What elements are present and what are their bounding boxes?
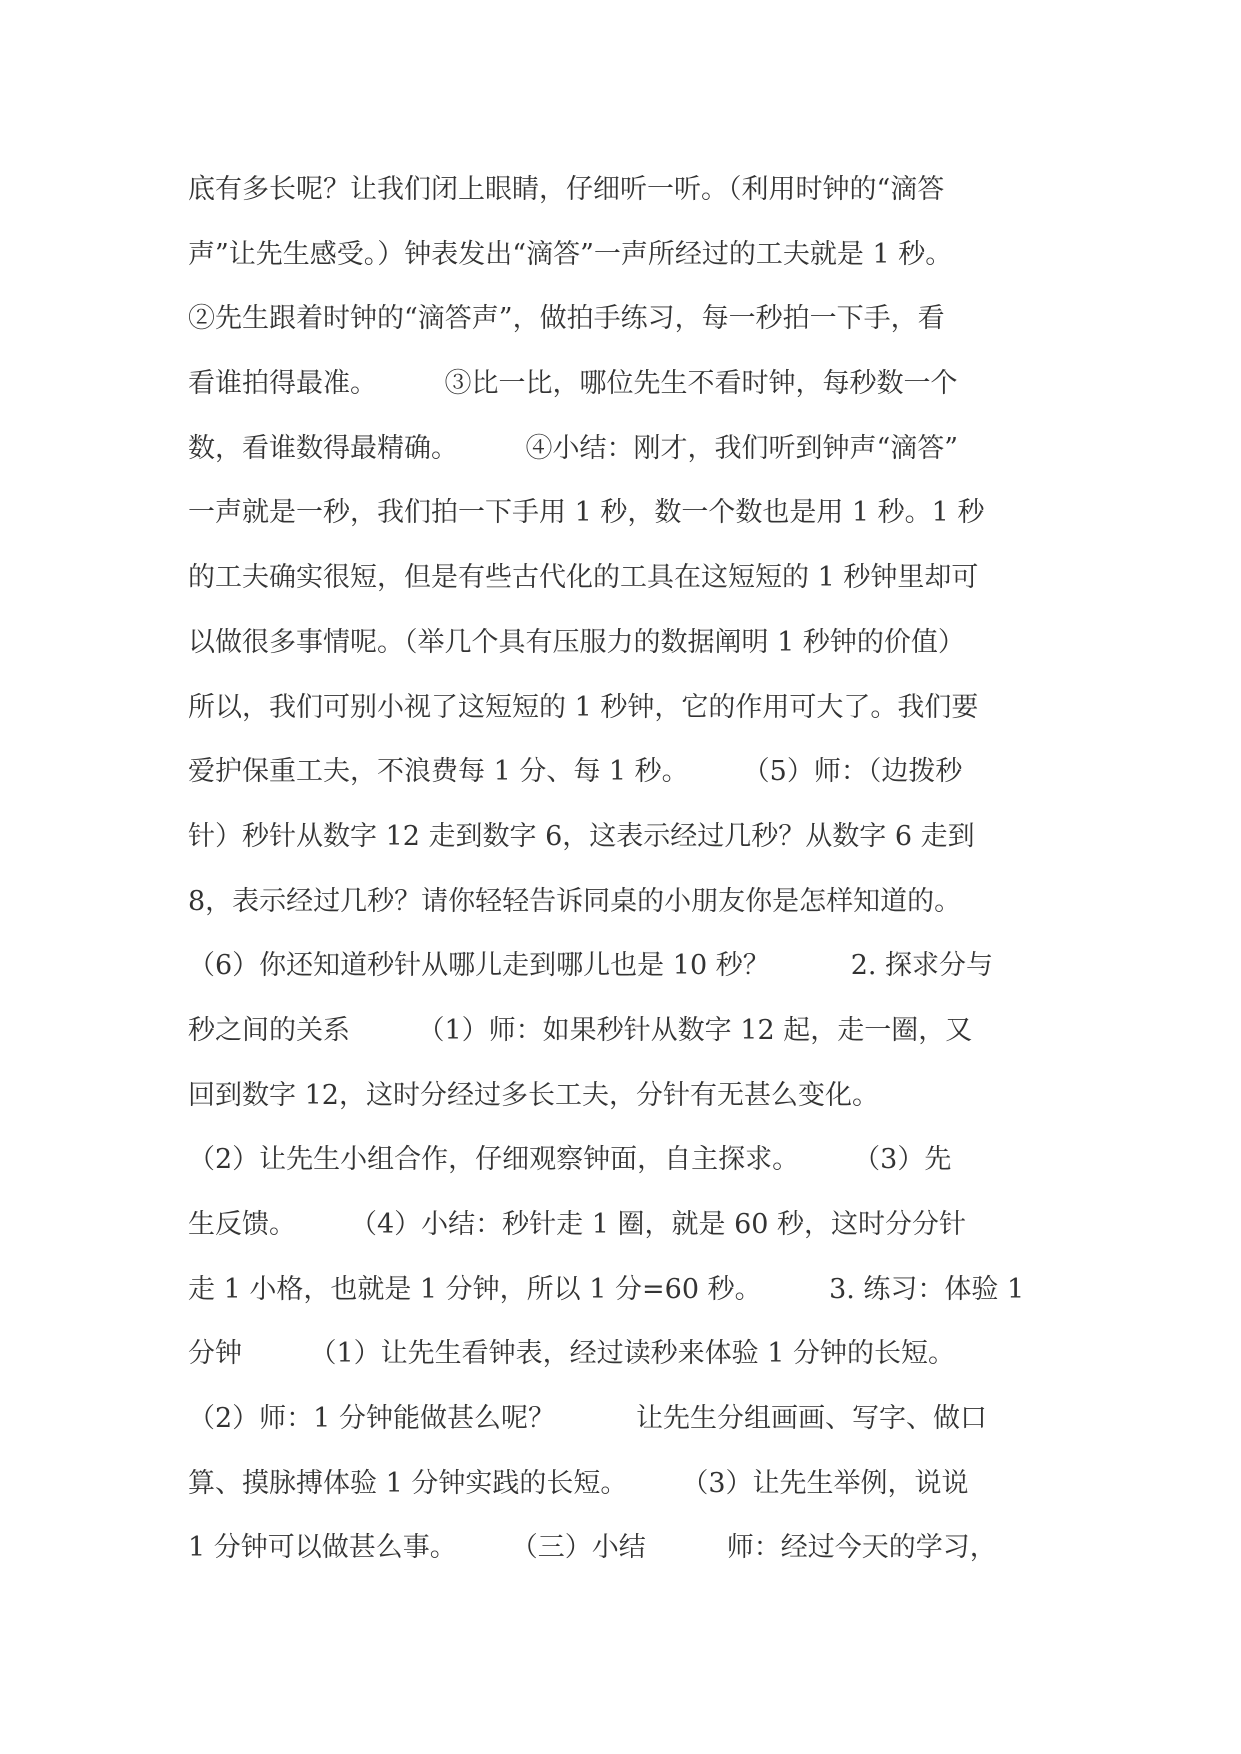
text-line: ②先生跟着时钟的“滴答声”，做拍手练习，每一秒拍一下手，看 <box>188 303 945 335</box>
text-line: 回到数字 12，这时分经过多长工夫，分针有无甚么变化。 <box>188 1079 879 1111</box>
text-line: 生反馈。 （4）小结：秒针走 1 圈，就是 60 秒，这时分分针 <box>188 1209 967 1240</box>
text-line: （2）师：1 分钟能做甚么呢？ 让先生分组画画、写字、做口 <box>188 1403 987 1435</box>
text-line: 秒之间的关系 （1）师：如果秒针从数字 12 起，走一圈，又 <box>188 1014 973 1046</box>
text-line: 的工夫确实很短，但是有些古代化的工具在这短短的 1 秒钟里却可 <box>188 562 979 594</box>
text-line: 声”让先生感受。）钟表发出“滴答”一声所经过的工夫就是 1 秒。 <box>188 238 953 270</box>
text-line: 数，看谁数得最精确。 ④小结：刚才，我们听到钟声“滴答” <box>188 432 959 464</box>
text-line: 一声就是一秒，我们拍一下手用 1 秒，数一个数也是用 1 秒。1 秒 <box>188 497 985 529</box>
text-line: 针）秒针从数字 12 走到数字 6，这表示经过几秒？从数字 6 走到 <box>188 820 975 852</box>
text-line: 分钟 （1）让先生看钟表，经过读秒来体验 1 分钟的长短。 <box>188 1338 956 1370</box>
body-text <box>188 158 1068 1581</box>
text-line: 以做很多事情呢。（举几个具有压服力的数据阐明 1 秒钟的价值） <box>188 626 965 658</box>
text-line: 8，表示经过几秒？请你轻轻告诉同桌的小朋友你是怎样知道的。 <box>188 885 962 917</box>
text-line: 看谁拍得最准。 ③比一比，哪位先生不看时钟，每秒数一个 <box>188 368 958 400</box>
text-line: 1 分钟可以做甚么事。 （三）小结 师：经过今天的学习， <box>188 1532 997 1564</box>
text-line: （2）让先生小组合作，仔细观察钟面，自主探求。 （3）先 <box>188 1144 952 1176</box>
text-line: （6）你还知道秒针从哪儿走到哪儿也是 10 秒？ 2. 探求分与 <box>188 950 994 982</box>
text-line: 所以，我们可别小视了这短短的 1 秒钟，它的作用可大了。我们要 <box>188 691 979 723</box>
text-line: 底有多长呢？让我们闭上眼睛，仔细听一听。（利用时钟的“滴答 <box>188 174 945 205</box>
text-line: 走 1 小格，也就是 1 分钟，所以 1 分=60 秒。 3. 练习：体验 1 <box>188 1273 1025 1305</box>
text-line: 算、摸脉搏体验 1 分钟实践的长短。 （3）让先生举例，说说 <box>188 1467 969 1499</box>
text-line: 爱护保重工夫，不浪费每 1 分、每 1 秒。 （5）师：（边拨秒 <box>188 756 963 788</box>
